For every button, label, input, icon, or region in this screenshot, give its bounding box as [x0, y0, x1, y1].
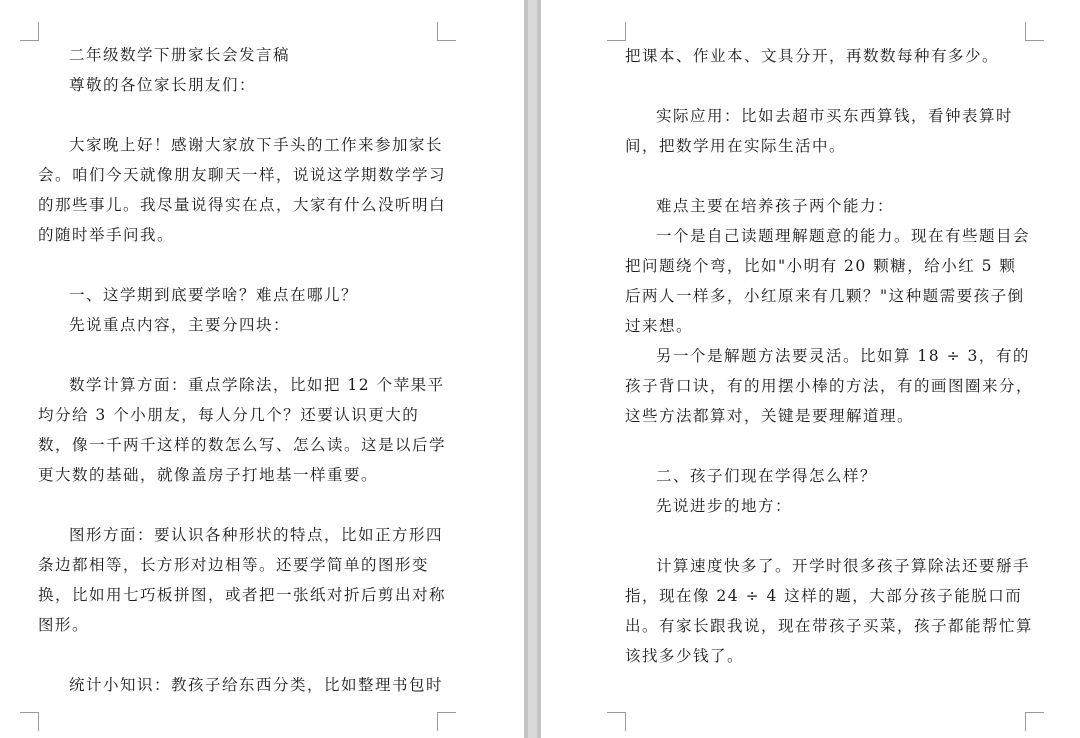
- paragraph: 计算速度快多了。开学时很多孩子算除法还要掰手指，现在像 24 ÷ 4 这样的题，大部分孩子能脱口而出。有家长跟我说，现在带孩子买菜，孩子都能帮忙算该找多少钱了。: [625, 557, 1034, 665]
- document-page-left: [0, 0, 524, 738]
- page-corner-mark: [607, 22, 626, 41]
- paragraph-continued: 把课本、作业本、文具分开，再数数每种有多少。: [625, 47, 1000, 65]
- page-corner-mark: [20, 22, 39, 41]
- page-gutter: [524, 0, 541, 738]
- page-corner-mark: [607, 712, 626, 731]
- paragraph: 另一个是解题方法要灵活。比如算 18 ÷ 3，有的孩子背口诀，有的用摆小棒的方法，有的画图圈来分，这些方法都算对，关键是要理解道理。: [625, 347, 1034, 425]
- paragraph: 大家晚上好！感谢大家放下手头的工作来参加家长会。咱们今天就像朋友聊天一样，说说这学期数学学习的那些事儿。我尽量说得实在点，大家有什么没听明白的随时举手问我。: [38, 136, 447, 244]
- paragraph: 数学计算方面：重点学除法，比如把 12 个苹果平均分给 3 个小朋友，每人分几个？还要认识更大的数，像一千两千这样的数怎么写、怎么读。这是以后学更大数的基础，就像盖房子打地基一样重要。: [38, 376, 447, 484]
- greeting: 尊敬的各位家长朋友们：: [69, 76, 257, 94]
- document-page-right: [541, 0, 1080, 738]
- paragraph: 实际应用：比如去超市买东西算钱，看钟表算时间，把数学用在实际生活中。: [625, 107, 1014, 155]
- page-body-text: [38, 40, 448, 700]
- page-corner-mark: [1025, 22, 1044, 41]
- paragraph: 统计小知识：教孩子给东西分类，比如整理书包时: [69, 676, 444, 694]
- page-corner-mark: [437, 712, 456, 731]
- paragraph: 先说进步的地方：: [656, 497, 793, 515]
- section-heading: 一、这学期到底要学啥？难点在哪儿？: [69, 286, 359, 304]
- paragraph: 难点主要在培养孩子两个能力：: [656, 197, 895, 215]
- page-corner-mark: [437, 22, 456, 41]
- page-corner-mark: [1025, 712, 1044, 731]
- document-title: 二年级数学下册家长会发言稿: [69, 46, 291, 64]
- page-corner-mark: [20, 712, 39, 731]
- section-heading: 二、孩子们现在学得怎么样？: [656, 467, 878, 485]
- paragraph: 先说重点内容，主要分四块：: [69, 316, 291, 334]
- page-body-text: [625, 41, 1033, 671]
- paragraph: 一个是自己读题理解题意的能力。现在有些题目会把问题绕个弯，比如"小明有 20 颗糖，给小红 5 颗后两人一样多，小红原来有几颗？"这种题需要孩子倒过来想。: [625, 227, 1031, 335]
- paragraph: 图形方面：要认识各种形状的特点，比如正方形四条边都相等，长方形对边相等。还要学简单的图形变换，比如用七巧板拼图，或者把一张纸对折后剪出对称图形。: [38, 526, 447, 634]
